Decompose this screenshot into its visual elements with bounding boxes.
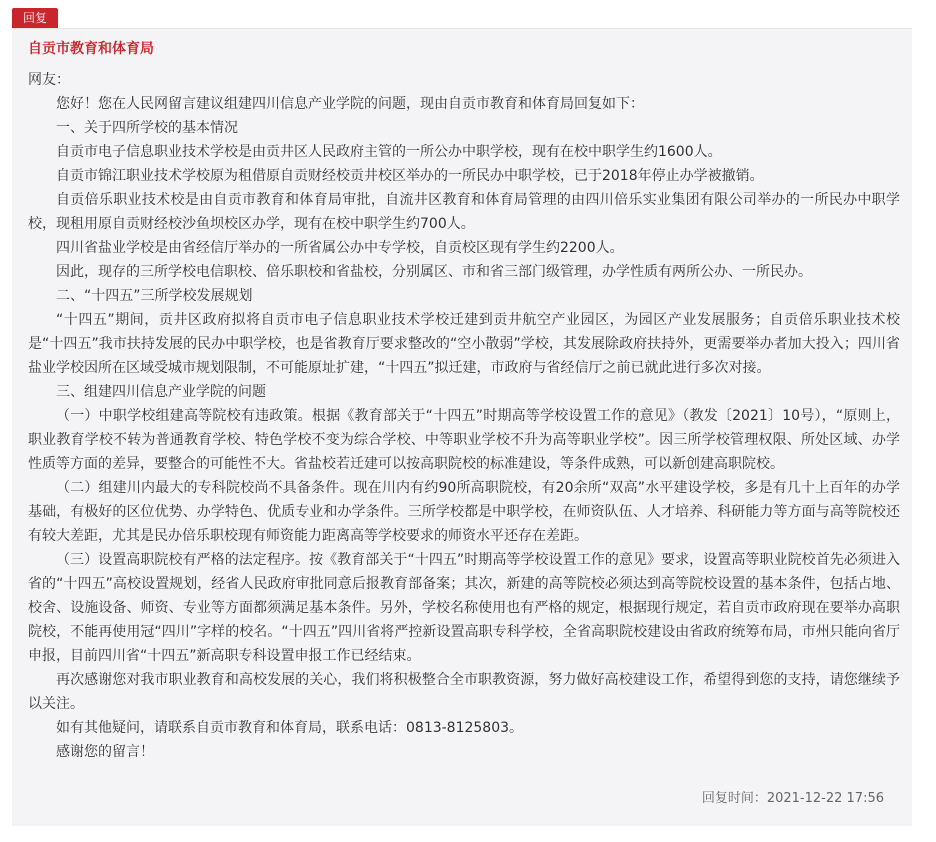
greeting: 网友： <box>28 72 70 88</box>
section-heading: 三、组建四川信息产业学院的问题 <box>56 384 266 400</box>
closing-paragraph: 感谢您的留言！ <box>56 744 154 760</box>
reply-tag: 回复 <box>12 8 58 28</box>
paragraph: 您好！您在人民网留言建议组建四川信息产业学院的问题，现由自贡市教育和体育局回复如下： <box>56 96 644 112</box>
section-heading: 一、关于四所学校的基本情况 <box>56 120 238 136</box>
replying-organization: 自贡市教育和体育局 <box>28 41 154 57</box>
section-heading: 二、“十四五”三所学校发展规划 <box>56 288 253 304</box>
reply-content <box>28 68 900 764</box>
paragraph: 因此，现存的三所学校电信职校、倍乐职校和省盐校，分别属区、市和省三部门级管理，办学性质有两所公办、一所民办。 <box>56 264 812 280</box>
paragraph: 自贡倍乐职业技术校是由自贡市教育和体育局审批，自流井区教育和体育局管理的由四川倍乐实业集团有限公司举办的一所民办中职学校，现租用原自贡财经校沙鱼坝校区办学，现有在校中职学生约700人。 <box>28 192 900 232</box>
contact-paragraph: 如有其他疑问，请联系自贡市教育和体育局，联系电话：0813-8125803。 <box>56 720 524 736</box>
paragraph: “十四五”期间，贡井区政府拟将自贡市电子信息职业技术学校迁建到贡井航空产业园区，为园区产业发展服务；自贡倍乐职业技术校是“十四五”我市扶持发展的民办中职学校，也是省教育厅要求整改的“空小散弱”学校，其发展除政府扶持外，更需要举办者加大投入；四川省盐业学校因所在区域受城市规划限制，不可能原址扩建，“十四五”拟迁建，市政府与省经信厅之前已就此进行多次对接。 <box>28 312 900 376</box>
reply-box <box>12 28 912 826</box>
paragraph: 自贡市电子信息职业技术学校是由贡井区人民政府主管的一所公办中职学校，现有在校中职学生约1600人。 <box>56 144 722 160</box>
reply-timestamp: 回复时间：2021-12-22 17:56 <box>701 791 884 806</box>
paragraph: （三）设置高职院校有严格的法定程序。按《教育部关于“十四五”时期高等学校设置工作的意见》要求，设置高等职业院校首先必须进入省的“十四五”高校设置规划，经省人民政府审批同意后报教育部备案；其次，新建的高等院校必须达到高等院校设置的基本条件，包括占地、校舍、设施设备、师资、专业等方面都须满足基本条件。另外，学校名称使用也有严格的规定，根据现行规定，若自贡市政府现在要举办高职院校，不能再使用冠“四川”字样的校名。“十四五”四川省将严控新设置高职专科学校，全省高职院校建设由省政府统筹布局，市州只能向省厅申报，目前四川省“十四五”新高职专科设置申报工作已经结束。 <box>28 552 900 664</box>
paragraph: 再次感谢您对我市职业教育和高校发展的关心，我们将积极整合全市职教资源，努力做好高校建设工作，希望得到您的支持，请您继续予以关注。 <box>28 672 900 712</box>
paragraph: 自贡市锦江职业技术学校原为租借原自贡财经校贡井校区举办的一所民办中职学校，已于2018年停止办学被撤销。 <box>56 168 764 184</box>
paragraph: （二）组建川内最大的专科院校尚不具备条件。现在川内有约90所高职院校，有20余所“双高”水平建设学校，多是有几十上百年的办学基础，有极好的区位优势、办学特色、优质专业和办学条件。三所学校都是中职学校，在师资队伍、人才培养、科研能力等方面与高等院校还有较大差距，尤其是民办倍乐职校现有师资能力距离高等学校要求的师资水平还存在差距。 <box>28 480 900 544</box>
paragraph: （一）中职学校组建高等院校有违政策。根据《教育部关于“十四五”时期高等学校设置工作的意见》（教发〔2021〕10号），“原则上，职业教育学校不转为普通教育学校、特色学校不变为综合学校、中等职业学校不升为高等职业学校”。因三所学校管理权限、所处区域、办学性质等方面的差异，要整合的可能性不大。省盐校若迁建可以按高职院校的标准建设，等条件成熟，可以新创建高职院校。 <box>28 408 900 472</box>
paragraph: 四川省盐业学校是由省经信厅举办的一所省属公办中专学校，自贡校区现有学生约2200人。 <box>56 240 624 256</box>
